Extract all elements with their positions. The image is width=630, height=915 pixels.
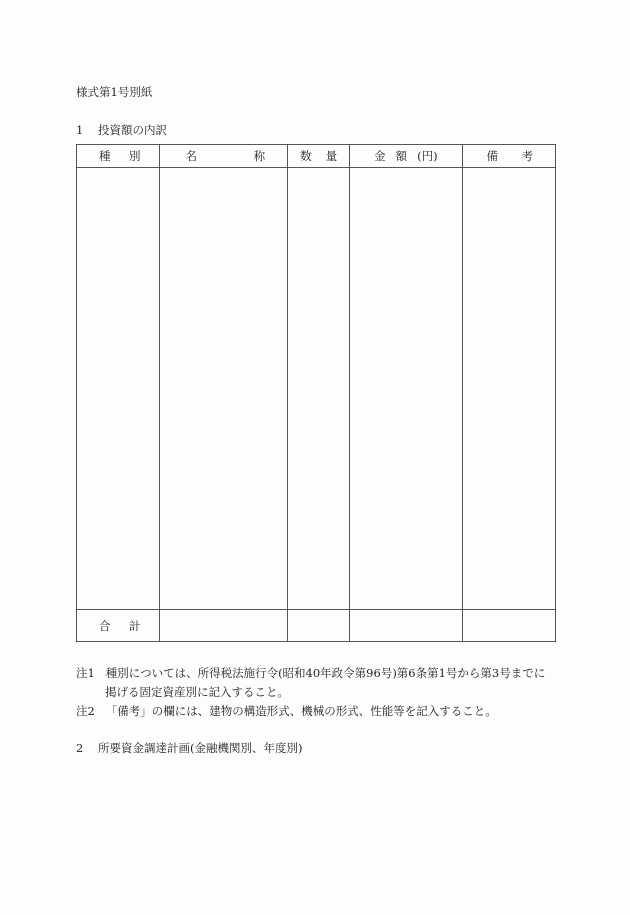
section-2-heading (76, 740, 302, 756)
total-name[interactable] (159, 610, 288, 642)
note-1: 注1 種別については、所得税法施行令(昭和40年政令第96号)第6条第1号から第3号までに (76, 666, 546, 680)
header-name: 名 称 (159, 145, 288, 168)
cell-remarks[interactable] (462, 168, 555, 610)
table-row (77, 168, 556, 610)
cell-kind[interactable] (77, 168, 160, 610)
cell-quantity[interactable] (288, 168, 350, 610)
note-2: 注2 「備考」の欄には、建物の構造形式、機械の形式、性能等を記入すること。 (76, 704, 497, 718)
section-number: 2 (76, 741, 84, 755)
header-amount: 金 額 (円) (350, 145, 462, 168)
notes (76, 664, 545, 721)
table-header-row (77, 145, 556, 168)
section-title: 所要資金調達計画(金融機関別、年度別) (97, 741, 303, 755)
total-amount[interactable] (350, 610, 462, 642)
header-kind: 種 別 (77, 145, 160, 168)
section-number: 1 (76, 123, 84, 137)
form-title: 様式第1号別紙 (76, 85, 153, 99)
header-quantity: 数 量 (288, 145, 350, 168)
note-1-continuation: 掲げる固定資産別に記入すること。 (104, 685, 289, 699)
section-title: 投資額の内訳 (97, 123, 167, 137)
total-row (77, 610, 556, 642)
total-remarks[interactable] (462, 610, 555, 642)
section-1-heading (76, 122, 167, 138)
cell-name[interactable] (159, 168, 288, 610)
header-remarks: 備 考 (462, 145, 555, 168)
investment-breakdown-table (76, 144, 556, 642)
total-quantity[interactable] (288, 610, 350, 642)
total-label: 合 計 (77, 610, 160, 642)
cell-amount[interactable] (350, 168, 462, 610)
